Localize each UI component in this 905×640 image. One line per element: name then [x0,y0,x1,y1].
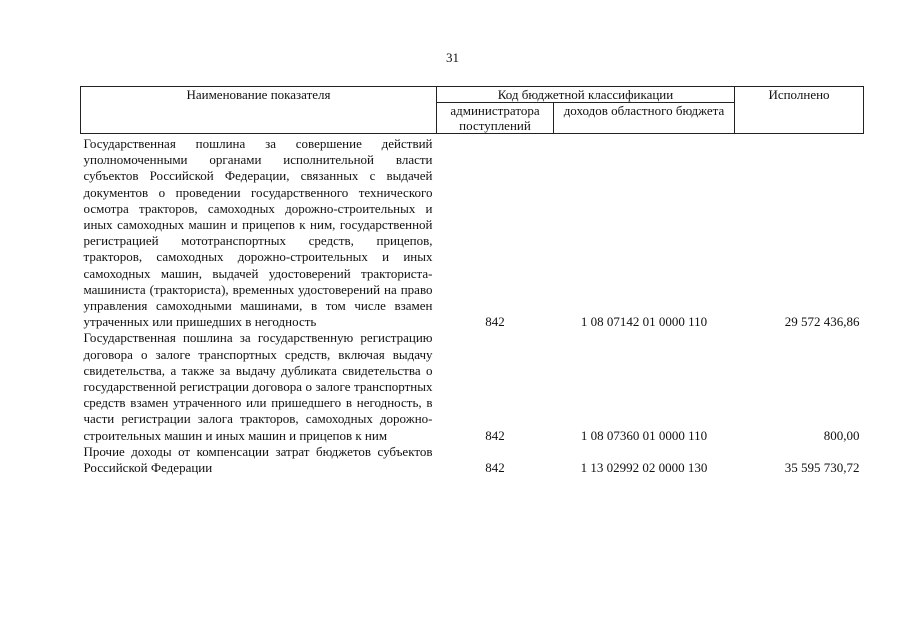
row-indicator-name: Прочие доходы от компенсации затрат бюджетов субъектов Российской Федерации [83,443,433,476]
row-administrator-code: 842 [485,427,505,443]
row-indicator-name: Государственная пошлина за совершение действий уполномоченными органами исполнительной власти субъектов Российской Федерации, связанных с выдачей документов о проведении государственного технического осмотра тракторов, самоходных дорожно-строительных и иных самоходных машин и прицепов к ним, государственной регистрацией мототранспортных средств, прицепов, тракторов, самоходных дорожно-строительных и иных самоходных машин, выдачей удостоверений тракториста-машиниста (тракториста), временных удостоверений на право управления самоходными машинами, в том числе взамен утраченных или пришедших в негодность [83,136,433,330]
table-row [81,134,864,331]
row-income-code: 1 13 02992 02 0000 130 [580,460,708,476]
header-executed: Исполнено [735,87,864,134]
row-income-code: 1 08 07360 01 0000 110 [580,427,708,443]
row-indicator-name: Государственная пошлина за государственную регистрацию договора о залоге транспортных средств, включая выдачу свидетельства, а также за выдачу дубликата свидетельства о государственной регистрации договора о залоге транспортных средств взамен утраченного или пришедшего в негодность, в части регистрации залога тракторов, самоходных дорожно-строительных машин и иных машин и прицепов к ним [83,330,433,443]
row-executed-amount: 800,00 [823,427,860,443]
row-executed-amount: 35 595 730,72 [784,460,860,476]
budget-report-table [80,86,864,476]
row-executed-amount: 29 572 436,86 [784,314,860,330]
header-regional-income: доходов областного бюджета [554,103,735,134]
table-header [81,87,864,134]
row-administrator-code: 842 [485,460,505,476]
page-number: 31 [446,50,459,65]
header-indicator-name: Наименование показателя [81,87,437,134]
header-administrator: администратора поступлений [437,103,554,134]
header-budget-classification-code: Код бюджетной классификации [437,87,735,103]
row-administrator-code: 842 [485,314,505,330]
row-income-code: 1 08 07142 01 0000 110 [580,314,708,330]
table-body [81,134,864,477]
table-row [81,330,864,443]
table-row [81,444,864,476]
